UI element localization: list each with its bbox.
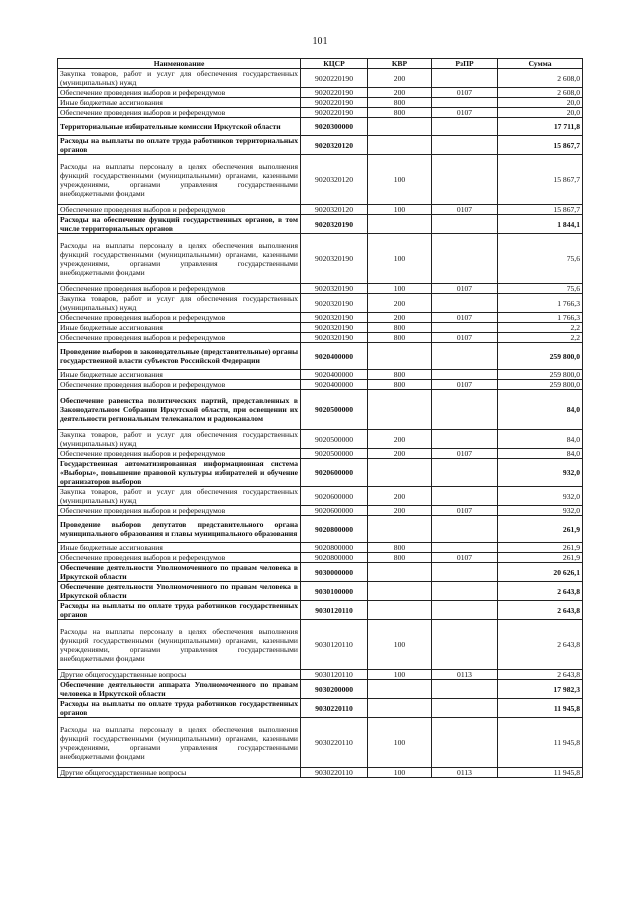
- cell-kvr: [368, 582, 432, 601]
- cell-rzpr: [432, 699, 498, 718]
- cell-sum: 259 800,0: [498, 370, 583, 380]
- cell-kcsr: 9020800000: [301, 553, 368, 563]
- table-row: [58, 670, 583, 680]
- table-row: [58, 380, 583, 390]
- cell-kcsr: 9030000000: [301, 563, 368, 582]
- cell-kvr: 200: [368, 69, 432, 88]
- cell-rzpr: [432, 390, 498, 430]
- cell-name: Обеспечение проведения выборов и референдумов: [58, 205, 301, 215]
- cell-sum: 75,6: [498, 234, 583, 284]
- cell-kcsr: 9020400000: [301, 343, 368, 370]
- cell-name: Обеспечение проведения выборов и референдумов: [58, 553, 301, 563]
- cell-name: Иные бюджетные ассигнования: [58, 323, 301, 333]
- cell-kcsr: 9020600000: [301, 487, 368, 506]
- table-row: [58, 234, 583, 284]
- table-row: [58, 449, 583, 459]
- cell-name: Закупка товаров, работ и услуг для обеспечения государственных (муниципальных) нужд: [58, 487, 301, 506]
- cell-kcsr: 9020220190: [301, 88, 368, 98]
- cell-name: Обеспечение проведения выборов и референдумов: [58, 284, 301, 294]
- header-sum: Сумма: [498, 59, 583, 69]
- cell-name: Обеспечение проведения выборов и референдумов: [58, 88, 301, 98]
- cell-kcsr: 9030200000: [301, 680, 368, 699]
- table-row: [58, 343, 583, 370]
- cell-kvr: 800: [368, 553, 432, 563]
- cell-kcsr: 9020400000: [301, 380, 368, 390]
- cell-kcsr: 9020320190: [301, 215, 368, 234]
- cell-kcsr: 9020800000: [301, 516, 368, 543]
- cell-kcsr: 9020320190: [301, 333, 368, 343]
- table-row: [58, 155, 583, 205]
- cell-kcsr: 9020400000: [301, 370, 368, 380]
- cell-kvr: [368, 136, 432, 155]
- cell-name: Иные бюджетные ассигнования: [58, 370, 301, 380]
- cell-sum: 1 844,1: [498, 215, 583, 234]
- table-row: [58, 506, 583, 516]
- cell-rzpr: 0113: [432, 768, 498, 778]
- header-name: Наименование: [58, 59, 301, 69]
- table-row: [58, 98, 583, 108]
- table-row: [58, 108, 583, 118]
- cell-kvr: 800: [368, 323, 432, 333]
- cell-name: Расходы на выплаты по оплате труда работников территориальных органов: [58, 136, 301, 155]
- table-header-row: [58, 59, 583, 69]
- cell-sum: 84,0: [498, 449, 583, 459]
- cell-rzpr: 0107: [432, 553, 498, 563]
- cell-rzpr: 0107: [432, 380, 498, 390]
- cell-rzpr: [432, 718, 498, 768]
- cell-name: Обеспечение равенства политических партий, представленных в Законодательном Собрании Иркутской области, при освещении их деятельности региональным телеканалом и радиоканалом: [58, 390, 301, 430]
- cell-rzpr: [432, 680, 498, 699]
- table-row: [58, 118, 583, 136]
- table-row: [58, 284, 583, 294]
- cell-name: Закупка товаров, работ и услуг для обеспечения государственных (муниципальных) нужд: [58, 294, 301, 313]
- cell-name: Обеспечение проведения выборов и референдумов: [58, 449, 301, 459]
- cell-name: Территориальные избирательные комиссии Иркутской области: [58, 118, 301, 136]
- cell-rzpr: 0107: [432, 506, 498, 516]
- cell-sum: 261,9: [498, 553, 583, 563]
- table-row: [58, 582, 583, 601]
- cell-rzpr: [432, 430, 498, 449]
- cell-sum: 1 766,3: [498, 294, 583, 313]
- table-row: [58, 390, 583, 430]
- cell-kvr: 100: [368, 284, 432, 294]
- cell-rzpr: [432, 620, 498, 670]
- cell-rzpr: [432, 543, 498, 553]
- cell-kvr: [368, 516, 432, 543]
- cell-kvr: 100: [368, 768, 432, 778]
- cell-kvr: 800: [368, 333, 432, 343]
- cell-rzpr: [432, 234, 498, 284]
- cell-name: Иные бюджетные ассигнования: [58, 543, 301, 553]
- cell-rzpr: [432, 516, 498, 543]
- cell-kvr: [368, 459, 432, 487]
- cell-name: Обеспечение проведения выборов и референдумов: [58, 506, 301, 516]
- table-row: [58, 69, 583, 88]
- cell-sum: 259 800,0: [498, 380, 583, 390]
- cell-kcsr: 9030100000: [301, 582, 368, 601]
- header-kcsr: КЦСР: [301, 59, 368, 69]
- cell-sum: 2 643,8: [498, 601, 583, 620]
- cell-sum: 2 643,8: [498, 582, 583, 601]
- cell-name: Расходы на выплаты персоналу в целях обеспечения выполнения функций государственными (муниципальными) органами, казенными учреждениями, органами управления государственными внебюджетными фондами: [58, 718, 301, 768]
- table-row: [58, 768, 583, 778]
- table-body: [58, 69, 583, 778]
- cell-kcsr: 9030220110: [301, 718, 368, 768]
- cell-name: Обеспечение проведения выборов и референдумов: [58, 333, 301, 343]
- cell-sum: 15 867,7: [498, 136, 583, 155]
- cell-sum: 1 766,3: [498, 313, 583, 323]
- budget-table: [57, 58, 583, 778]
- cell-name: Расходы на выплаты персоналу в целях обеспечения выполнения функций государственными (муниципальными) органами, казенными учреждениями, органами управления государственными внебюджетными фондами: [58, 620, 301, 670]
- header-rzpr: РзПР: [432, 59, 498, 69]
- cell-rzpr: [432, 323, 498, 333]
- table-row: [58, 680, 583, 699]
- table-row: [58, 205, 583, 215]
- cell-kcsr: 9020800000: [301, 543, 368, 553]
- table-row: [58, 323, 583, 333]
- cell-kvr: [368, 343, 432, 370]
- cell-rzpr: 0107: [432, 284, 498, 294]
- cell-kcsr: 9020320190: [301, 323, 368, 333]
- cell-rzpr: 0107: [432, 88, 498, 98]
- cell-kvr: 100: [368, 718, 432, 768]
- page-number: 101: [312, 36, 328, 47]
- cell-kvr: [368, 699, 432, 718]
- cell-rzpr: [432, 136, 498, 155]
- cell-name: Обеспечение деятельности Уполномоченного по правам человека в Иркутской области: [58, 582, 301, 601]
- cell-kcsr: 9020320190: [301, 284, 368, 294]
- cell-sum: 20,0: [498, 108, 583, 118]
- cell-rzpr: 0107: [432, 108, 498, 118]
- cell-sum: 932,0: [498, 459, 583, 487]
- cell-kcsr: 9030220110: [301, 768, 368, 778]
- cell-name: Расходы на выплаты персоналу в целях обеспечения выполнения функций государственными (муниципальными) органами, казенными учреждениями, органами управления государственными внебюджетными фондами: [58, 234, 301, 284]
- cell-kvr: 200: [368, 506, 432, 516]
- cell-name: Проведение выборов депутатов представительного органа муниципального образования и главы муниципального образования: [58, 516, 301, 543]
- cell-name: Расходы на выплаты персоналу в целях обеспечения выполнения функций государственными (муниципальными) органами, казенными учреждениями, органами управления государственными внебюджетными фондами: [58, 155, 301, 205]
- cell-sum: 84,0: [498, 390, 583, 430]
- cell-name: Обеспечение проведения выборов и референдумов: [58, 108, 301, 118]
- cell-sum: 259 800,0: [498, 343, 583, 370]
- cell-name: Закупка товаров, работ и услуг для обеспечения государственных (муниципальных) нужд: [58, 430, 301, 449]
- cell-name: Обеспечение проведения выборов и референдумов: [58, 313, 301, 323]
- cell-sum: 11 945,8: [498, 768, 583, 778]
- cell-kvr: [368, 563, 432, 582]
- cell-kvr: [368, 118, 432, 136]
- cell-name: Расходы на выплаты по оплате труда работников государственных органов: [58, 699, 301, 718]
- cell-kcsr: 9030120110: [301, 620, 368, 670]
- cell-name: Иные бюджетные ассигнования: [58, 98, 301, 108]
- cell-kvr: 100: [368, 620, 432, 670]
- cell-sum: 261,9: [498, 543, 583, 553]
- cell-rzpr: [432, 69, 498, 88]
- cell-name: Обеспечение проведения выборов и референдумов: [58, 380, 301, 390]
- table-row: [58, 294, 583, 313]
- cell-kvr: 800: [368, 98, 432, 108]
- cell-kcsr: 9020220190: [301, 98, 368, 108]
- cell-sum: 11 945,8: [498, 699, 583, 718]
- table-row: [58, 215, 583, 234]
- cell-name: Обеспечение деятельности Уполномоченного по правам человека в Иркутской области: [58, 563, 301, 582]
- cell-rzpr: 0107: [432, 333, 498, 343]
- table-row: [58, 601, 583, 620]
- cell-rzpr: 0113: [432, 670, 498, 680]
- cell-rzpr: [432, 118, 498, 136]
- table-row: [58, 699, 583, 718]
- cell-kvr: 800: [368, 380, 432, 390]
- table-row: [58, 718, 583, 768]
- cell-name: Закупка товаров, работ и услуг для обеспечения государственных (муниципальных) нужд: [58, 69, 301, 88]
- cell-rzpr: 0107: [432, 205, 498, 215]
- cell-rzpr: 0107: [432, 449, 498, 459]
- cell-kcsr: 9020300000: [301, 118, 368, 136]
- cell-kvr: 800: [368, 370, 432, 380]
- cell-kcsr: 9020220190: [301, 69, 368, 88]
- cell-sum: 20,0: [498, 98, 583, 108]
- cell-name: Другие общегосударственные вопросы: [58, 768, 301, 778]
- cell-sum: 2 643,8: [498, 670, 583, 680]
- table-row: [58, 430, 583, 449]
- cell-sum: 932,0: [498, 487, 583, 506]
- cell-kvr: [368, 390, 432, 430]
- cell-rzpr: 0107: [432, 313, 498, 323]
- cell-kcsr: 9020220190: [301, 108, 368, 118]
- table-row: [58, 370, 583, 380]
- cell-name: Обеспечение деятельности аппарата Уполномоченного по правам человека в Иркутской области: [58, 680, 301, 699]
- cell-sum: 11 945,8: [498, 718, 583, 768]
- cell-sum: 17 711,8: [498, 118, 583, 136]
- cell-sum: 932,0: [498, 506, 583, 516]
- table-row: [58, 516, 583, 543]
- table-row: [58, 487, 583, 506]
- cell-kvr: 800: [368, 543, 432, 553]
- cell-kvr: 100: [368, 155, 432, 205]
- cell-kcsr: 9020320120: [301, 136, 368, 155]
- header-kvr: КВР: [368, 59, 432, 69]
- table-row: [58, 313, 583, 323]
- cell-rzpr: [432, 563, 498, 582]
- cell-kvr: 200: [368, 313, 432, 323]
- cell-kvr: 100: [368, 234, 432, 284]
- cell-kvr: 200: [368, 449, 432, 459]
- cell-kvr: [368, 680, 432, 699]
- cell-kvr: 100: [368, 205, 432, 215]
- cell-kcsr: 9020320120: [301, 205, 368, 215]
- cell-sum: 20 626,1: [498, 563, 583, 582]
- cell-kcsr: 9020320190: [301, 234, 368, 284]
- cell-rzpr: [432, 215, 498, 234]
- cell-kvr: 200: [368, 294, 432, 313]
- cell-rzpr: [432, 343, 498, 370]
- cell-kcsr: 9020320120: [301, 155, 368, 205]
- cell-sum: 2 643,8: [498, 620, 583, 670]
- cell-sum: 2,2: [498, 333, 583, 343]
- table-row: [58, 136, 583, 155]
- table-row: [58, 459, 583, 487]
- table-row: [58, 553, 583, 563]
- cell-sum: 261,9: [498, 516, 583, 543]
- cell-kcsr: 9030120110: [301, 601, 368, 620]
- cell-name: Расходы на обеспечение функций государственных органов, в том числе территориальных органов: [58, 215, 301, 234]
- cell-sum: 15 867,7: [498, 205, 583, 215]
- cell-rzpr: [432, 98, 498, 108]
- cell-sum: 84,0: [498, 430, 583, 449]
- cell-kcsr: 9020500000: [301, 449, 368, 459]
- cell-kvr: [368, 215, 432, 234]
- cell-rzpr: [432, 601, 498, 620]
- cell-sum: 75,6: [498, 284, 583, 294]
- cell-kvr: [368, 601, 432, 620]
- table-row: [58, 543, 583, 553]
- cell-sum: 17 982,3: [498, 680, 583, 699]
- cell-kvr: 100: [368, 670, 432, 680]
- cell-kvr: 200: [368, 88, 432, 98]
- cell-rzpr: [432, 370, 498, 380]
- cell-kcsr: 9020320190: [301, 313, 368, 323]
- cell-kvr: 800: [368, 108, 432, 118]
- cell-kcsr: 9020500000: [301, 390, 368, 430]
- cell-rzpr: [432, 294, 498, 313]
- cell-kcsr: 9030220110: [301, 699, 368, 718]
- cell-name: Расходы на выплаты по оплате труда работников государственных органов: [58, 601, 301, 620]
- cell-name: Государственная автоматизированная информационная система «Выборы», повышение правовой культуры избирателей и обучение организаторов выборов: [58, 459, 301, 487]
- table-row: [58, 620, 583, 670]
- cell-rzpr: [432, 155, 498, 205]
- cell-sum: 2,2: [498, 323, 583, 333]
- cell-kcsr: 9020320190: [301, 294, 368, 313]
- cell-kcsr: 9020500000: [301, 430, 368, 449]
- cell-name: Другие общегосударственные вопросы: [58, 670, 301, 680]
- cell-rzpr: [432, 459, 498, 487]
- cell-sum: 2 608,0: [498, 69, 583, 88]
- cell-sum: 2 608,0: [498, 88, 583, 98]
- table-row: [58, 563, 583, 582]
- cell-rzpr: [432, 582, 498, 601]
- cell-kcsr: 9020600000: [301, 506, 368, 516]
- cell-name: Проведение выборов в законодательные (представительные) органы государственной власти субъектов Российской Федерации: [58, 343, 301, 370]
- cell-kvr: 200: [368, 487, 432, 506]
- table-row: [58, 88, 583, 98]
- cell-sum: 15 867,7: [498, 155, 583, 205]
- cell-rzpr: [432, 487, 498, 506]
- table-row: [58, 333, 583, 343]
- cell-kcsr: 9020600000: [301, 459, 368, 487]
- cell-kcsr: 9030120110: [301, 670, 368, 680]
- cell-kvr: 200: [368, 430, 432, 449]
